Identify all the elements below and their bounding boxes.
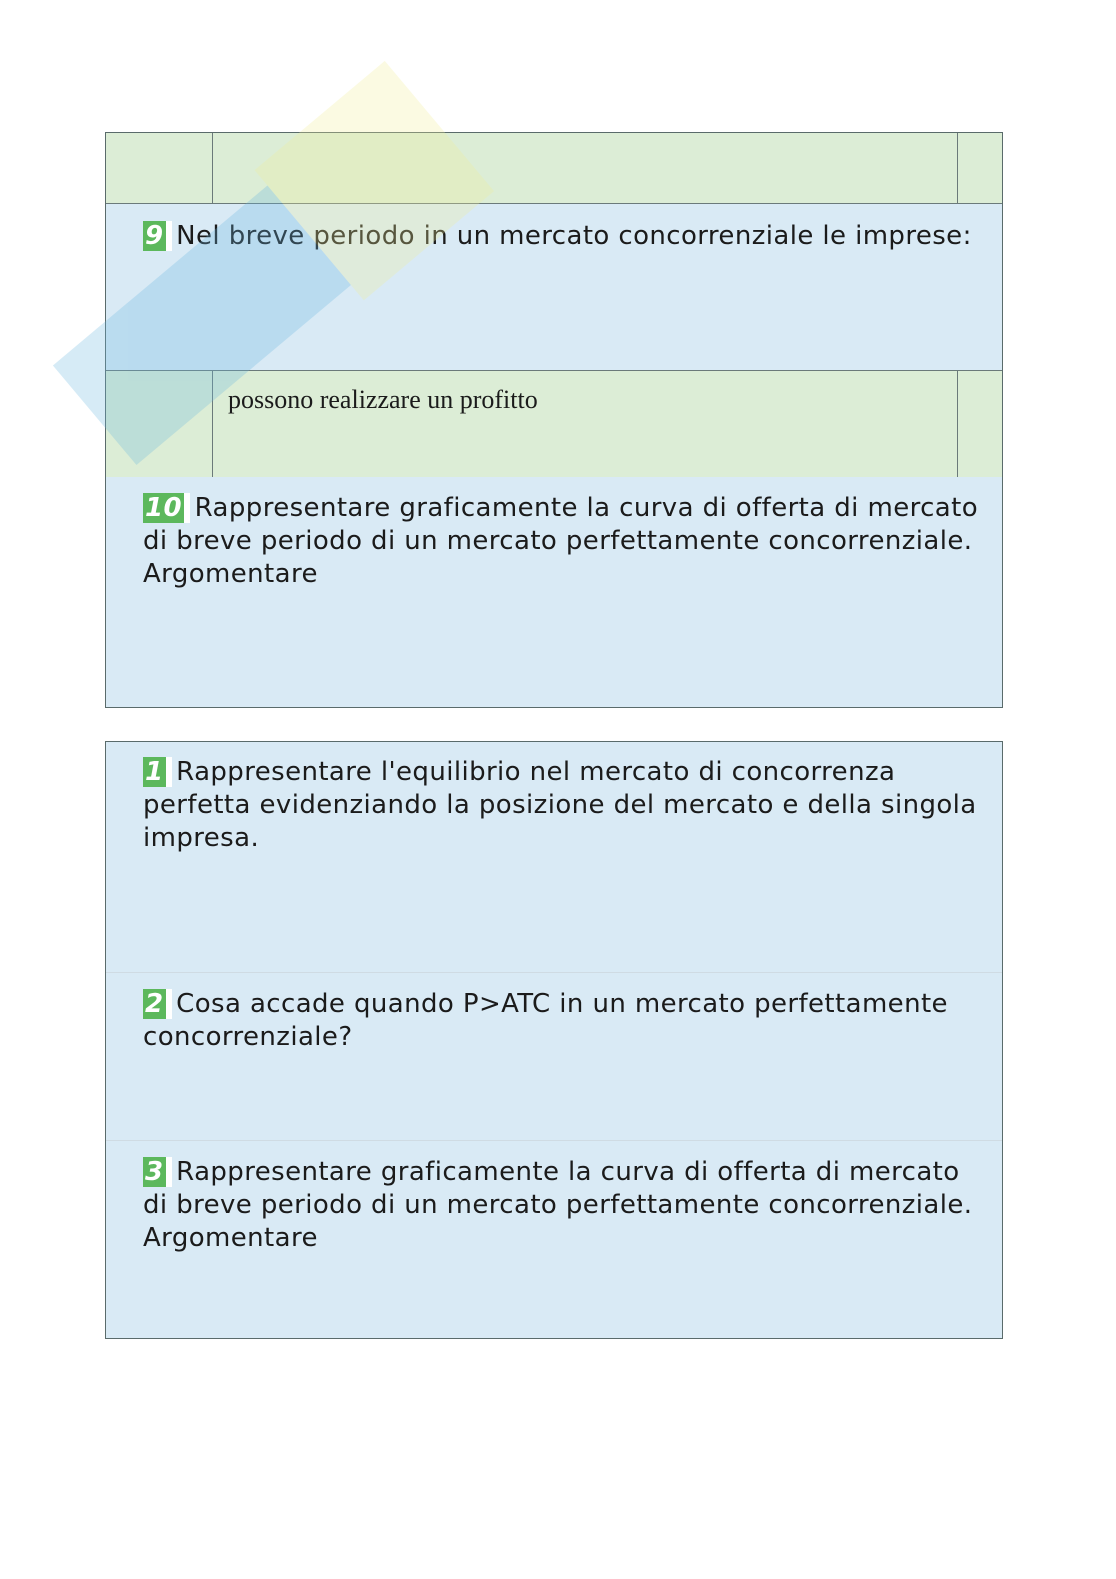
question-row-10 bbox=[106, 477, 1002, 707]
question-label: Nel breve periodo in un mercato concorrenziale le imprese: bbox=[176, 221, 972, 251]
column-divider bbox=[957, 133, 958, 203]
question-number-badge: 9 bbox=[145, 221, 164, 251]
question-text bbox=[143, 756, 988, 855]
question-row-2 bbox=[106, 973, 1002, 1141]
question-label: Rappresentare l'equilibrio nel mercato di concorrenza perfetta evidenziando la posizione del mercato e della singola impresa. bbox=[143, 757, 977, 853]
column-divider bbox=[212, 133, 213, 203]
question-text bbox=[143, 1156, 988, 1255]
question-number-badge: 2 bbox=[145, 989, 164, 1019]
question-number-badge: 10 bbox=[145, 493, 182, 523]
question-table-2 bbox=[105, 741, 1003, 1339]
answer-row-9 bbox=[106, 371, 1002, 477]
question-label: Rappresentare graficamente la curva di offerta di mercato di breve periodo di un mercato perfettamente concorrenziale. Argomentare bbox=[143, 493, 979, 589]
question-text bbox=[143, 220, 988, 253]
column-divider bbox=[212, 371, 213, 477]
question-text bbox=[143, 988, 988, 1054]
question-text bbox=[143, 492, 988, 591]
question-row-1 bbox=[106, 742, 1002, 973]
header-row bbox=[106, 133, 1002, 204]
question-label: Rappresentare graficamente la curva di offerta di mercato di breve periodo di un mercato perfettamente concorrenziale. Argomentare bbox=[143, 1157, 973, 1253]
answer-text: possono realizzare un profitto bbox=[228, 385, 538, 414]
question-row-9 bbox=[106, 204, 1002, 371]
question-table-1 bbox=[105, 132, 1003, 708]
question-number-badge: 1 bbox=[145, 757, 164, 787]
column-divider bbox=[957, 371, 958, 477]
question-number-badge: 3 bbox=[145, 1157, 164, 1187]
question-label: Cosa accade quando P>ATC in un mercato perfettamente concorrenziale? bbox=[143, 989, 948, 1052]
question-row-3 bbox=[106, 1141, 1002, 1338]
